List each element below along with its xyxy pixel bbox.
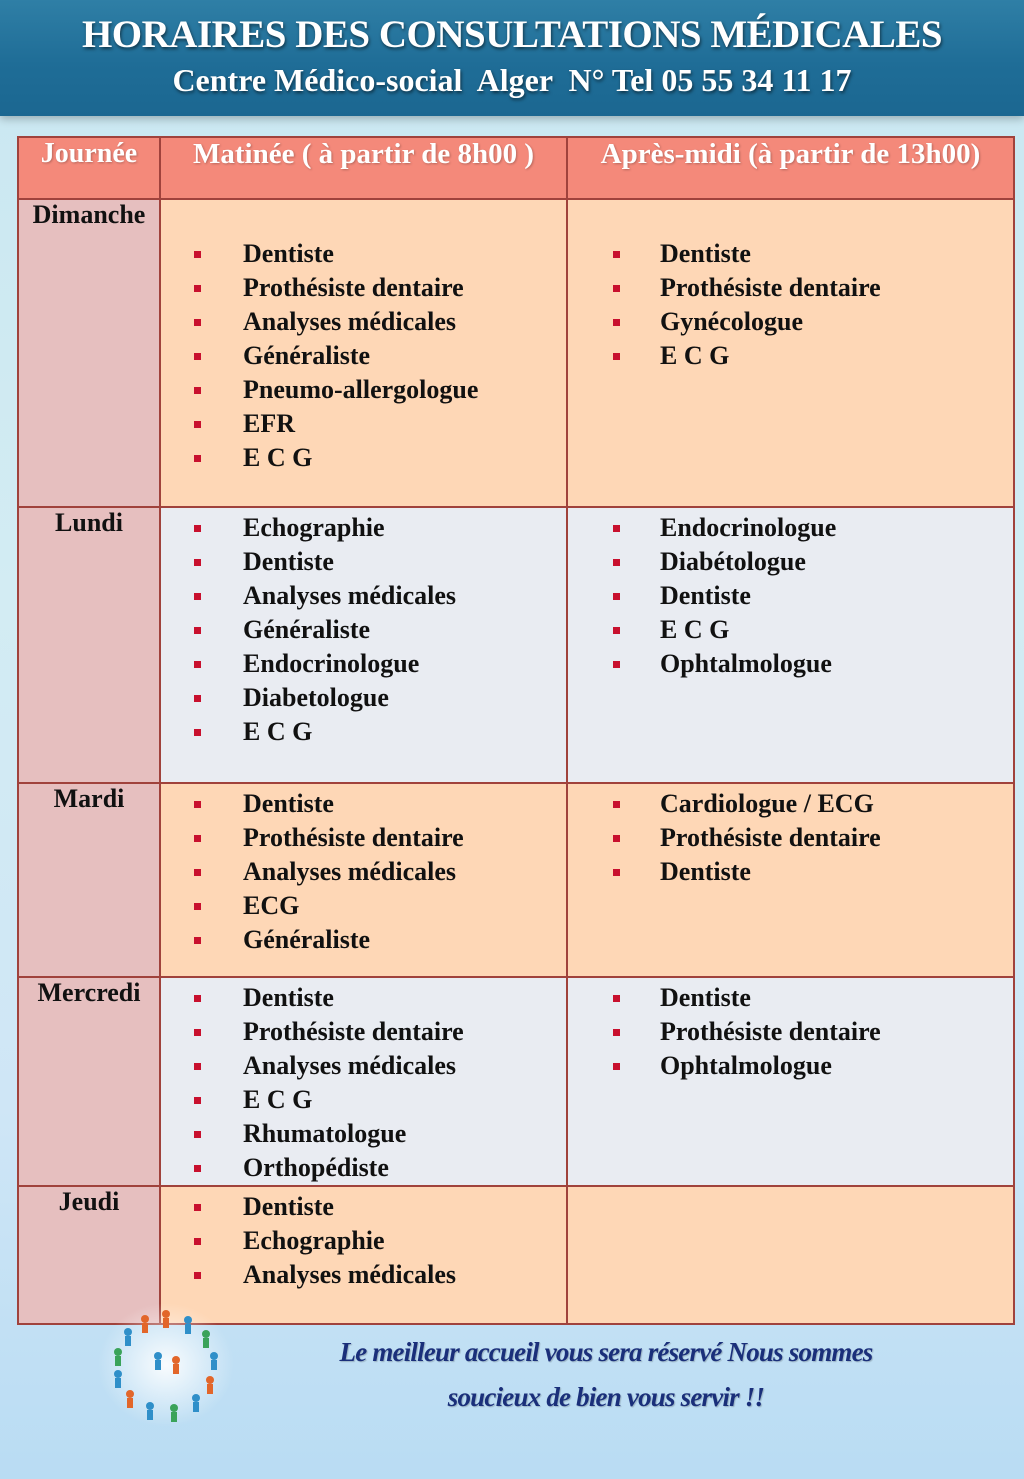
column-header-morning: Matinée ( à partir de 8h00 ) [160,137,567,199]
list-item: Dentiste [568,579,1013,613]
day-cell: Mercredi [18,977,160,1186]
list-item: Orthopédiste [161,1151,566,1185]
morning-cell [160,199,567,507]
afternoon-list [568,787,1013,889]
list-item: E C G [161,1083,566,1117]
page-title: HORAIRES DES CONSULTATIONS MÉDICALES [81,13,943,56]
column-header-afternoon: Après-midi (à partir de 13h00) [567,137,1014,199]
morning-list [161,787,566,957]
afternoon-cell [567,977,1014,1186]
list-item: Analyses médicales [161,305,566,339]
afternoon-list [568,511,1013,681]
schedule-table [17,136,1015,1325]
day-cell: Jeudi [18,1186,160,1324]
list-item: Ophtalmologue [568,1049,1013,1083]
list-item: Dentiste [568,237,1013,271]
footer-line-2: soucieux de bien vous servir !! [447,1382,765,1412]
page-subtitle: Centre Médico-social Alger N° Tel 05 55 34 11 17 [172,62,852,98]
table-row-dimanche [18,199,1014,507]
list-item: Pneumo-allergologue [161,373,566,407]
list-item: Prothésiste dentaire [161,1015,566,1049]
list-item: Dentiste [161,787,566,821]
morning-list [161,981,566,1185]
list-item: Prothésiste dentaire [568,271,1013,305]
list-item: Dentiste [568,981,1013,1015]
footer-message [296,1330,916,1420]
day-cell: Mardi [18,783,160,977]
morning-cell [160,507,567,783]
afternoon-cell [567,199,1014,507]
list-item: Rhumatologue [161,1117,566,1151]
afternoon-list [568,237,1013,373]
list-item: Gynécologue [568,305,1013,339]
list-item: Dentiste [161,981,566,1015]
list-item: EFR [161,407,566,441]
table-row-mardi [18,783,1014,977]
morning-cell [160,977,567,1186]
page-header [0,0,1024,116]
list-item: Dentiste [568,855,1013,889]
list-item: Prothésiste dentaire [568,821,1013,855]
people-circle-logo-icon-svg [96,1300,236,1430]
day-cell: Lundi [18,507,160,783]
people-circle-logo-icon [96,1300,236,1430]
list-item: Endocrinologue [161,647,566,681]
afternoon-list [568,981,1013,1083]
morning-list [161,237,566,475]
list-item: Endocrinologue [568,511,1013,545]
list-item: Echographie [161,511,566,545]
list-item: Prothésiste dentaire [161,821,566,855]
list-item: E C G [161,715,566,749]
list-item: Prothésiste dentaire [568,1015,1013,1049]
list-item: Analyses médicales [161,1258,566,1292]
morning-list [161,1190,566,1292]
day-cell: Dimanche [18,199,160,507]
morning-cell [160,783,567,977]
list-item: Analyses médicales [161,855,566,889]
list-item: Généraliste [161,339,566,373]
list-item: Diabétologue [568,545,1013,579]
morning-list [161,511,566,749]
list-item: Ophtalmologue [568,647,1013,681]
list-item: Diabetologue [161,681,566,715]
afternoon-cell [567,507,1014,783]
list-item: Prothésiste dentaire [161,271,566,305]
list-item: Echographie [161,1224,566,1258]
table-row-mercredi [18,977,1014,1186]
list-item: Dentiste [161,237,566,271]
list-item: Généraliste [161,923,566,957]
list-item: Généraliste [161,613,566,647]
list-item: Analyses médicales [161,1049,566,1083]
afternoon-cell [567,783,1014,977]
list-item: ECG [161,889,566,923]
column-header-day: Journée [18,137,160,199]
afternoon-cell [567,1186,1014,1324]
table-header-row [18,137,1014,199]
list-item: Analyses médicales [161,579,566,613]
list-item: Dentiste [161,1190,566,1224]
list-item: E C G [568,613,1013,647]
footer-line-1: Le meilleur accueil vous sera réservé Nous sommes [339,1337,873,1367]
list-item: E C G [161,441,566,475]
list-item: Dentiste [161,545,566,579]
list-item: E C G [568,339,1013,373]
table-row-lundi [18,507,1014,783]
list-item: Cardiologue / ECG [568,787,1013,821]
